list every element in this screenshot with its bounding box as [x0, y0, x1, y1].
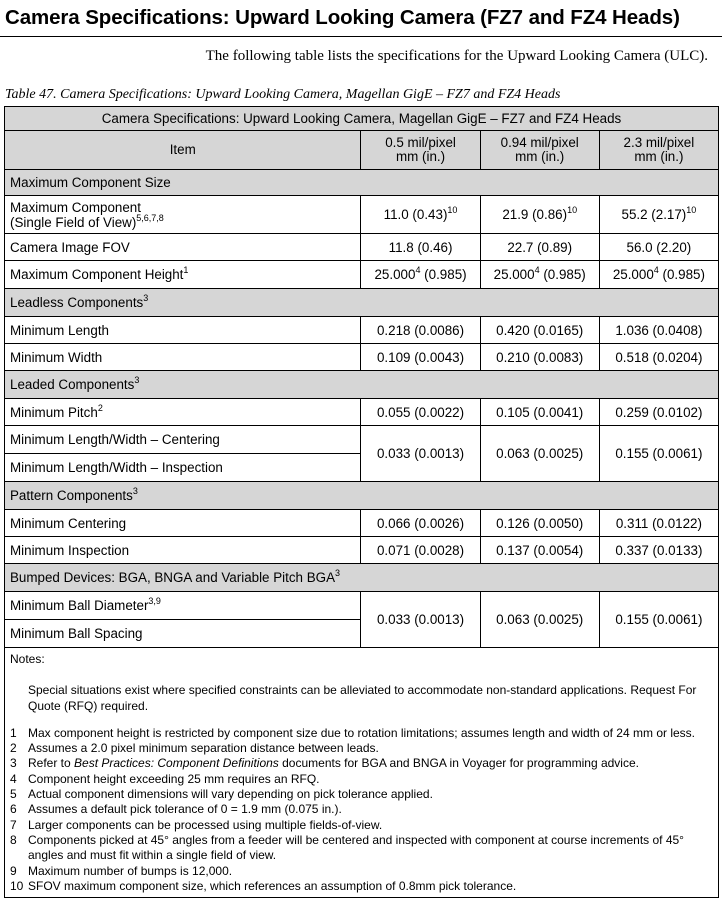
cell-value: 0.337 (0.0133): [599, 537, 718, 564]
section-leaded-components: Leaded Components$^3$: [5, 371, 719, 399]
cell-value: 0.105 (0.0041): [480, 399, 599, 426]
table-row: [5, 537, 719, 564]
cell-value: 0.055 (0.0022): [361, 399, 480, 426]
row-label: Minimum Ball Spacing: [5, 620, 361, 648]
cell-value: 0.109 (0.0043): [361, 344, 480, 371]
cell-value: 1.036 (0.0408): [599, 317, 718, 344]
cell-value: 11.0 $(0.43)^{10}$: [361, 196, 480, 234]
row-label: Minimum Inspection: [5, 537, 361, 564]
table-row: [5, 317, 719, 344]
cell-value: 25.000$^4$ (0.985): [599, 261, 718, 289]
cell-value: 56.0 (2.20): [599, 234, 718, 261]
cell-value: 0.420 (0.0165): [480, 317, 599, 344]
cell-value: 22.7 (0.89): [480, 234, 599, 261]
row-label: Minimum Width: [5, 344, 361, 371]
section-row: [5, 170, 719, 196]
cell-value: 0.155 (0.0061): [599, 426, 718, 482]
cell-value: 25.000$^4$ (0.985): [361, 261, 480, 289]
section-row: [5, 564, 719, 592]
cell-value: 0.518 (0.0204): [599, 344, 718, 371]
row-label: Minimum Length: [5, 317, 361, 344]
section-row: [5, 289, 719, 317]
cell-value: 0.218 (0.0086): [361, 317, 480, 344]
table-row: [5, 399, 719, 426]
intro-text: The following table lists the specifications for the Upward Looking Camera (ULC).: [205, 48, 708, 64]
header-item: Item: [5, 131, 361, 170]
cell-value: 11.8 (0.46): [361, 234, 480, 261]
page-title: Camera Specifications: Upward Looking Camera (FZ7 and FZ4 Heads): [5, 6, 680, 29]
cell-value: 0.071 (0.0028): [361, 537, 480, 564]
notes-heading: Notes:: [10, 652, 45, 666]
section-max-component-size: Maximum Component Size: [5, 170, 719, 196]
cell-value: 0.033 (0.0013): [361, 592, 480, 648]
title-divider: [0, 36, 722, 37]
cell-value: 0.063 (0.0025): [480, 592, 599, 648]
cell-value: 0.126 (0.0050): [480, 510, 599, 537]
header-col-1: 0.5 mil/pixel mm (in.): [361, 131, 480, 170]
row-label: Minimum Length/Width – Inspection: [5, 454, 361, 482]
notes-special: Special situations exist where specified constraints can be alleviated to accommodate non-standard applications. Request For Quote (RFQ) required.: [28, 683, 697, 713]
table-title-row: [5, 107, 719, 131]
section-pattern-components: Pattern Components$^3$: [5, 482, 719, 510]
footnote: 4 Component height exceeding 25 mm requires an RFQ.: [10, 771, 320, 786]
table-row: [5, 426, 719, 454]
footnote: 2 Assumes a 2.0 pixel minimum separation distance between leads.: [10, 741, 379, 756]
row-label: Minimum Pitch$^2$: [5, 399, 361, 426]
spec-table: [4, 106, 719, 898]
cell-value: 0.033 (0.0013): [361, 426, 480, 482]
footnote: 1 Max component height is restricted by component size due to rotation limitations; assumes length and width of 24 mm or less.: [10, 725, 695, 740]
cell-value: 55.2 $(2.17)^{10}$: [599, 196, 718, 234]
cell-value: 0.311 (0.0122): [599, 510, 718, 537]
table-row: [5, 592, 719, 620]
table-row: [5, 196, 719, 234]
notes-row: [5, 648, 719, 898]
column-header-row: [5, 131, 719, 170]
section-leadless-components: Leadless Components$^3$: [5, 289, 719, 317]
footnote: 9 Maximum number of bumps is 12,000.: [10, 863, 233, 878]
table-row: [5, 234, 719, 261]
footnote: 7 Larger components can be processed using multiple fields-of-view.: [10, 817, 383, 832]
cell-value: 0.137 (0.0054): [480, 537, 599, 564]
table-caption: Table 47. Camera Specifications: Upward Looking Camera, Magellan GigE – FZ7 and FZ4 Heads: [5, 87, 561, 102]
cell-value: 25.000$^4$ (0.985): [480, 261, 599, 289]
section-row: [5, 482, 719, 510]
table-row: [5, 261, 719, 289]
footnote: 10 SFOV maximum component size, which references an assumption of 0.8mm pick tolerance.: [10, 878, 517, 893]
row-label: Camera Image FOV: [5, 234, 361, 261]
section-row: [5, 371, 719, 399]
table-row: [5, 344, 719, 371]
cell-value: 0.210 (0.0083): [480, 344, 599, 371]
cell-value: 0.066 (0.0026): [361, 510, 480, 537]
table-row: [5, 510, 719, 537]
footnote: 5 Actual component dimensions will vary depending on pick tolerance applied.: [10, 787, 433, 802]
cell-value: 0.063 (0.0025): [480, 426, 599, 482]
footnote: 8 Components picked at 45° angles from a feeder will be centered and inspected with component at course increments of 45° angles and must fit within a single field of view.: [10, 832, 684, 863]
row-label: Maximum Component Height$^1$: [5, 261, 361, 289]
cell-value: 0.155 (0.0061): [599, 592, 718, 648]
row-label: Minimum Ball Diameter$^{3,9}$: [5, 592, 361, 620]
cell-value: 0.259 (0.0102): [599, 399, 718, 426]
cell-value: 21.9 $(0.86)^{10}$: [480, 196, 599, 234]
row-label: Minimum Length/Width – Centering: [5, 426, 361, 454]
section-bumped-devices: Bumped Devices: BGA, BNGA and Variable Pitch BGA$^3$: [5, 564, 719, 592]
footnote: 3 Refer to Best Practices: Component Definitions documents for BGA and BNGA in Voyager for programming advice.: [10, 756, 639, 771]
row-label: Maximum Component (Single Field of View)$^{5,6,7,8}$: [5, 196, 361, 234]
notes: [5, 648, 719, 898]
footnote: 6 Assumes a default pick tolerance of 0 = 1.9 mm (0.075 in.).: [10, 802, 342, 817]
header-col-3: 2.3 mil/pixel mm (in.): [599, 131, 718, 170]
table-title: Camera Specifications: Upward Looking Camera, Magellan GigE – FZ7 and FZ4 Heads: [5, 107, 719, 131]
row-label: Minimum Centering: [5, 510, 361, 537]
header-col-2: 0.94 mil/pixel mm (in.): [480, 131, 599, 170]
